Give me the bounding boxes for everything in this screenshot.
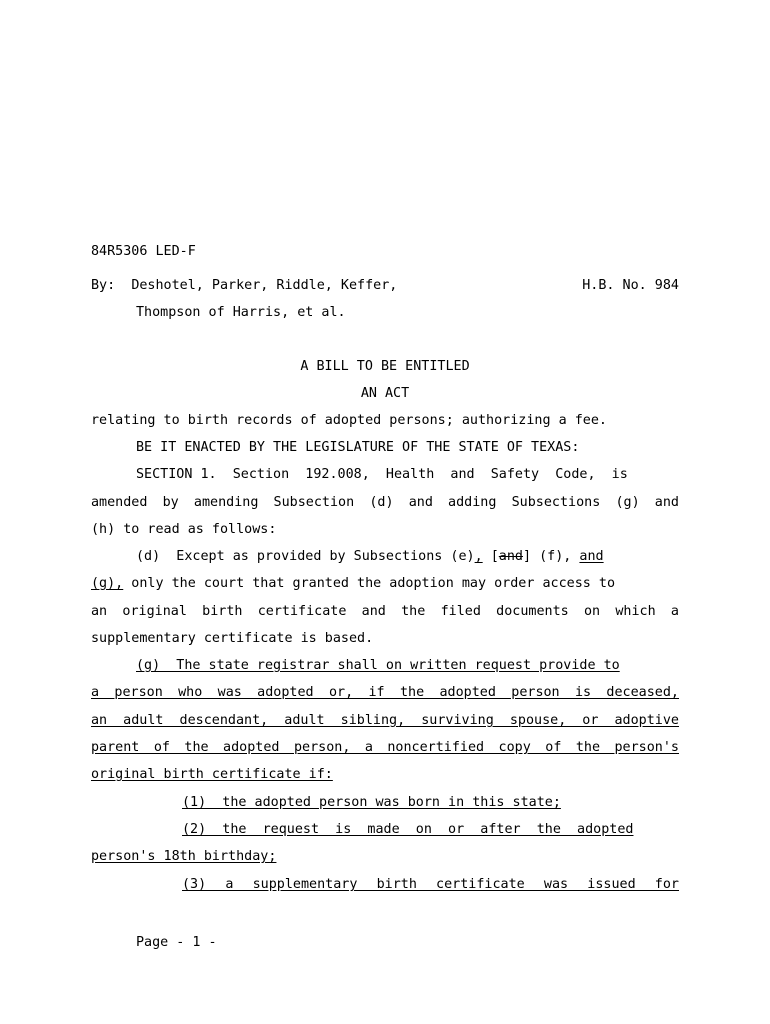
enacting-clause: BE IT ENACTED BY THE LEGISLATURE OF THE STATE OF TEXAS: xyxy=(136,440,580,455)
subsection-d-line-3: an original birth certificate and the filed documents on which a xyxy=(91,604,679,619)
section-1-line-2: amended by amending Subsection (d) and adding Subsections (g) and xyxy=(91,495,679,510)
subsection-g-line-1: (g) The state registrar shall on written request provide to xyxy=(136,658,620,673)
by-label: By: xyxy=(91,278,116,293)
page-number: Page - 1 - xyxy=(136,935,217,950)
caption: relating to birth records of adopted persons; authorizing a fee. xyxy=(91,413,607,428)
authors-names: Deshotel, Parker, Riddle, Keffer, xyxy=(131,278,398,293)
section-1-line-3: (h) to read as follows: xyxy=(91,522,277,537)
subsection-g-item-2-line-1: (2) the request is made on or after the adopted xyxy=(182,822,634,837)
subsection-d-line-1: (d) Except as provided by Subsections (e), [and] (f), and xyxy=(136,549,604,564)
inserted-text: , xyxy=(474,549,483,564)
subsection-g-line-5: original birth certificate if: xyxy=(91,767,333,782)
bill-number: H.B. No. 984 xyxy=(582,278,679,293)
inserted-text: (g), xyxy=(91,576,124,591)
document-id: 84R5306 LED-F xyxy=(91,244,196,259)
subsection-g-line-4: parent of the adopted person, a noncertified copy of the person's xyxy=(91,740,679,755)
subsection-g-item-1: (1) the adopted person was born in this state; xyxy=(182,795,561,810)
authors-line-1 xyxy=(91,278,679,294)
subsection-g-line-3: an adult descendant, adult sibling, surviving spouse, or adoptive xyxy=(91,713,679,728)
subsection-g-line-2: a person who was adopted or, if the adopted person is deceased, xyxy=(91,685,679,700)
inserted-text: and xyxy=(579,549,604,564)
act-title: AN ACT xyxy=(360,386,410,401)
subsection-d-line-2: (g), only the court that granted the adoption may order access to xyxy=(91,576,616,591)
authors-line-2: Thompson of Harris, et al. xyxy=(136,305,346,320)
bill-title: A BILL TO BE ENTITLED xyxy=(300,359,470,374)
deleted-text: and xyxy=(498,549,523,564)
subsection-g-item-2-line-2: person's 18th birthday; xyxy=(91,849,277,864)
subsection-g-item-3-line-1: (3) a supplementary birth certificate was issued for xyxy=(182,877,679,892)
subsection-d-line-4: supplementary certificate is based. xyxy=(91,631,374,646)
section-1-line-1: SECTION 1. Section 192.008, Health and Safety Code, is xyxy=(136,467,628,482)
